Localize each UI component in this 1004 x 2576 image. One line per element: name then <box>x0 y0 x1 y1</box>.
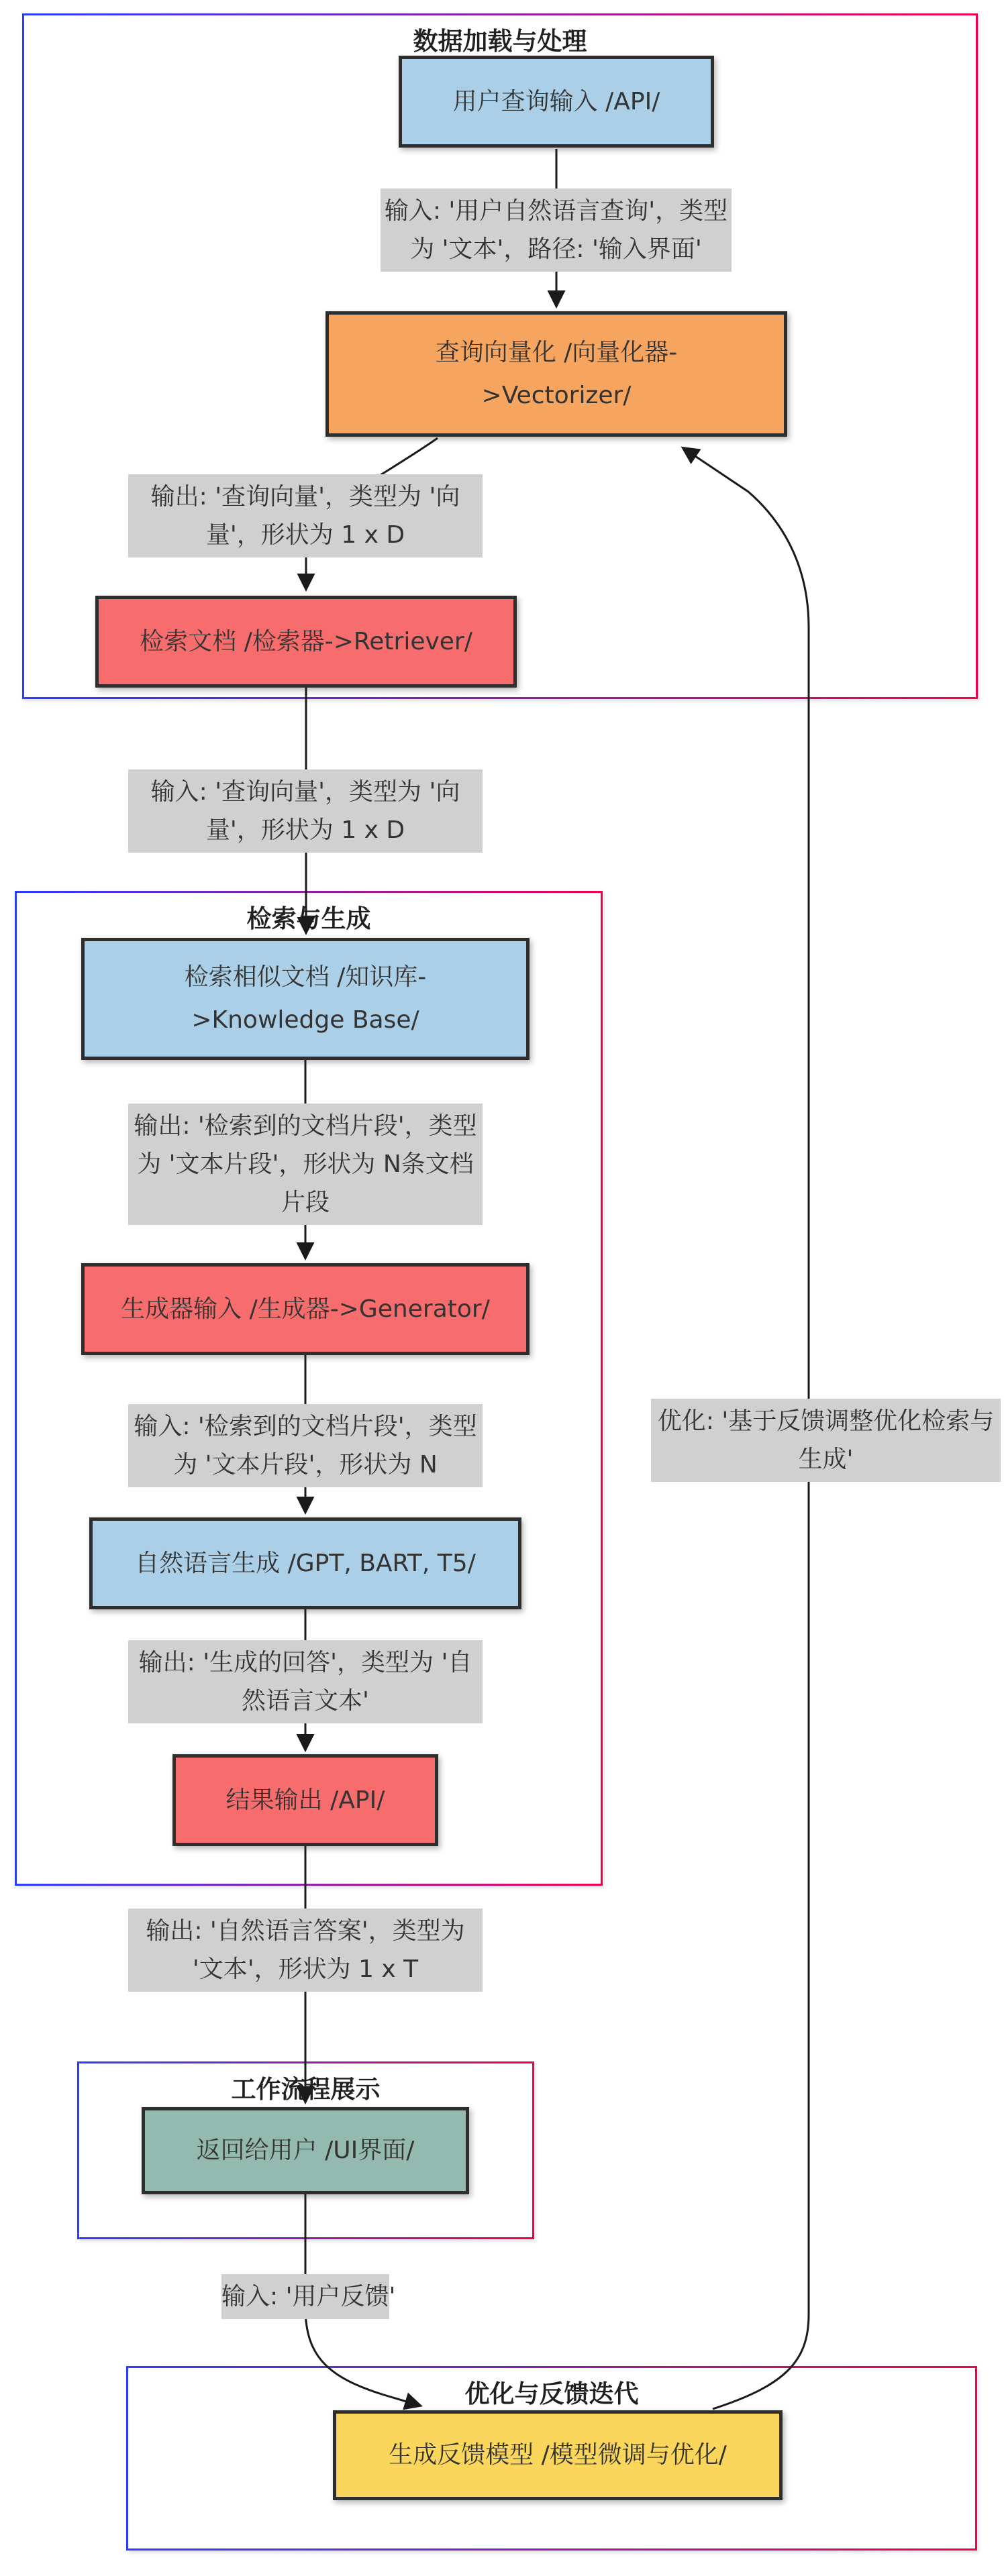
edge-label-output-nl-answer <box>128 1909 483 1992</box>
edge-label-line: 量'，形状为 1 x D <box>205 816 405 844</box>
edge-label-line: 输出: '生成的回答'，类型为 '自 <box>138 1649 472 1676</box>
edge-label-output-generated-answer <box>128 1640 483 1723</box>
edge-label-line: 输出: '自然语言答案'，类型为 <box>146 1917 465 1945</box>
node-generator-input <box>81 1263 530 1355</box>
node-text: 生成反馈模型 /模型微调与优化/ <box>389 2441 727 2469</box>
edge-label-optimize-feedback <box>651 1399 1001 1482</box>
edge-label-line: 输入: '用户自然语言查询'，类型 <box>384 197 728 225</box>
edge-label-line: 输入: '查询向量'，类型为 '向 <box>150 778 460 806</box>
edge-label-input-query-vector <box>128 769 483 853</box>
node-text: 生成器输入 /生成器->Generator/ <box>121 1295 490 1323</box>
node-text: >Vectorizer/ <box>481 381 632 409</box>
edge-label-line: 片段 <box>281 1189 330 1216</box>
edge-label-line: 然语言文本' <box>242 1687 369 1715</box>
edge-label-line: 生成' <box>798 1446 854 1473</box>
cluster-title: 工作流程展示 <box>231 2075 381 2104</box>
node-feedback-model <box>333 2410 783 2500</box>
edge-label-line: 输出: '查询向量'，类型为 '向 <box>150 483 460 511</box>
node-return-to-user <box>142 2107 469 2194</box>
cluster-title: 数据加载与处理 <box>413 27 587 56</box>
edge-label-line: 为 '文本片段'，形状为 N <box>173 1451 438 1479</box>
edge-label-input-doc-fragments <box>128 1404 483 1487</box>
edge-label-output-doc-fragments <box>128 1104 483 1225</box>
node-text: 结果输出 /API/ <box>225 1786 385 1814</box>
edge-label-line: 量'，形状为 1 x D <box>205 521 405 549</box>
edge-label-line: 优化: '基于反馈调整优化检索与 <box>657 1407 995 1435</box>
edge-label-line: 输出: '检索到的文档片段'，类型 <box>134 1112 477 1140</box>
node-retrieve-similar-docs <box>81 938 530 1060</box>
node-text: 查询向量化 /向量化器- <box>435 338 678 366</box>
edge-label-line: 为 '文本片段'，形状为 N条文档 <box>137 1150 474 1178</box>
edge-label-output-query-vector <box>128 474 483 557</box>
edge-label-input-user-feedback <box>221 2274 396 2319</box>
node-nl-generation <box>89 1517 521 1609</box>
cluster-title: 检索与生成 <box>246 904 371 933</box>
node-query-vectorization <box>325 311 787 437</box>
edge-label-input-user-query <box>381 189 732 272</box>
cluster-title: 优化与反馈迭代 <box>464 2379 639 2408</box>
node-text: 检索相似文档 /知识库- <box>184 963 427 991</box>
node-text: 检索文档 /检索器->Retriever/ <box>140 627 472 655</box>
node-result-output <box>172 1754 438 1846</box>
edge-label-line: '文本'，形状为 1 x T <box>192 1955 419 1983</box>
node-retrieve-documents <box>95 596 517 688</box>
edge-label-line: 输入: '用户反馈' <box>221 2283 396 2310</box>
node-user-query-input <box>399 56 714 148</box>
node-text: 返回给用户 /UI界面/ <box>196 2137 415 2164</box>
node-text: >Knowledge Base/ <box>191 1006 419 1034</box>
node-text: 用户查询输入 /API/ <box>452 87 660 115</box>
edge-label-line: 为 '文本'，路径: '输入界面' <box>410 235 702 263</box>
node-text: 自然语言生成 /GPT, BART, T5/ <box>135 1549 476 1577</box>
edge-label-line: 输入: '检索到的文档片段'，类型 <box>134 1413 477 1440</box>
